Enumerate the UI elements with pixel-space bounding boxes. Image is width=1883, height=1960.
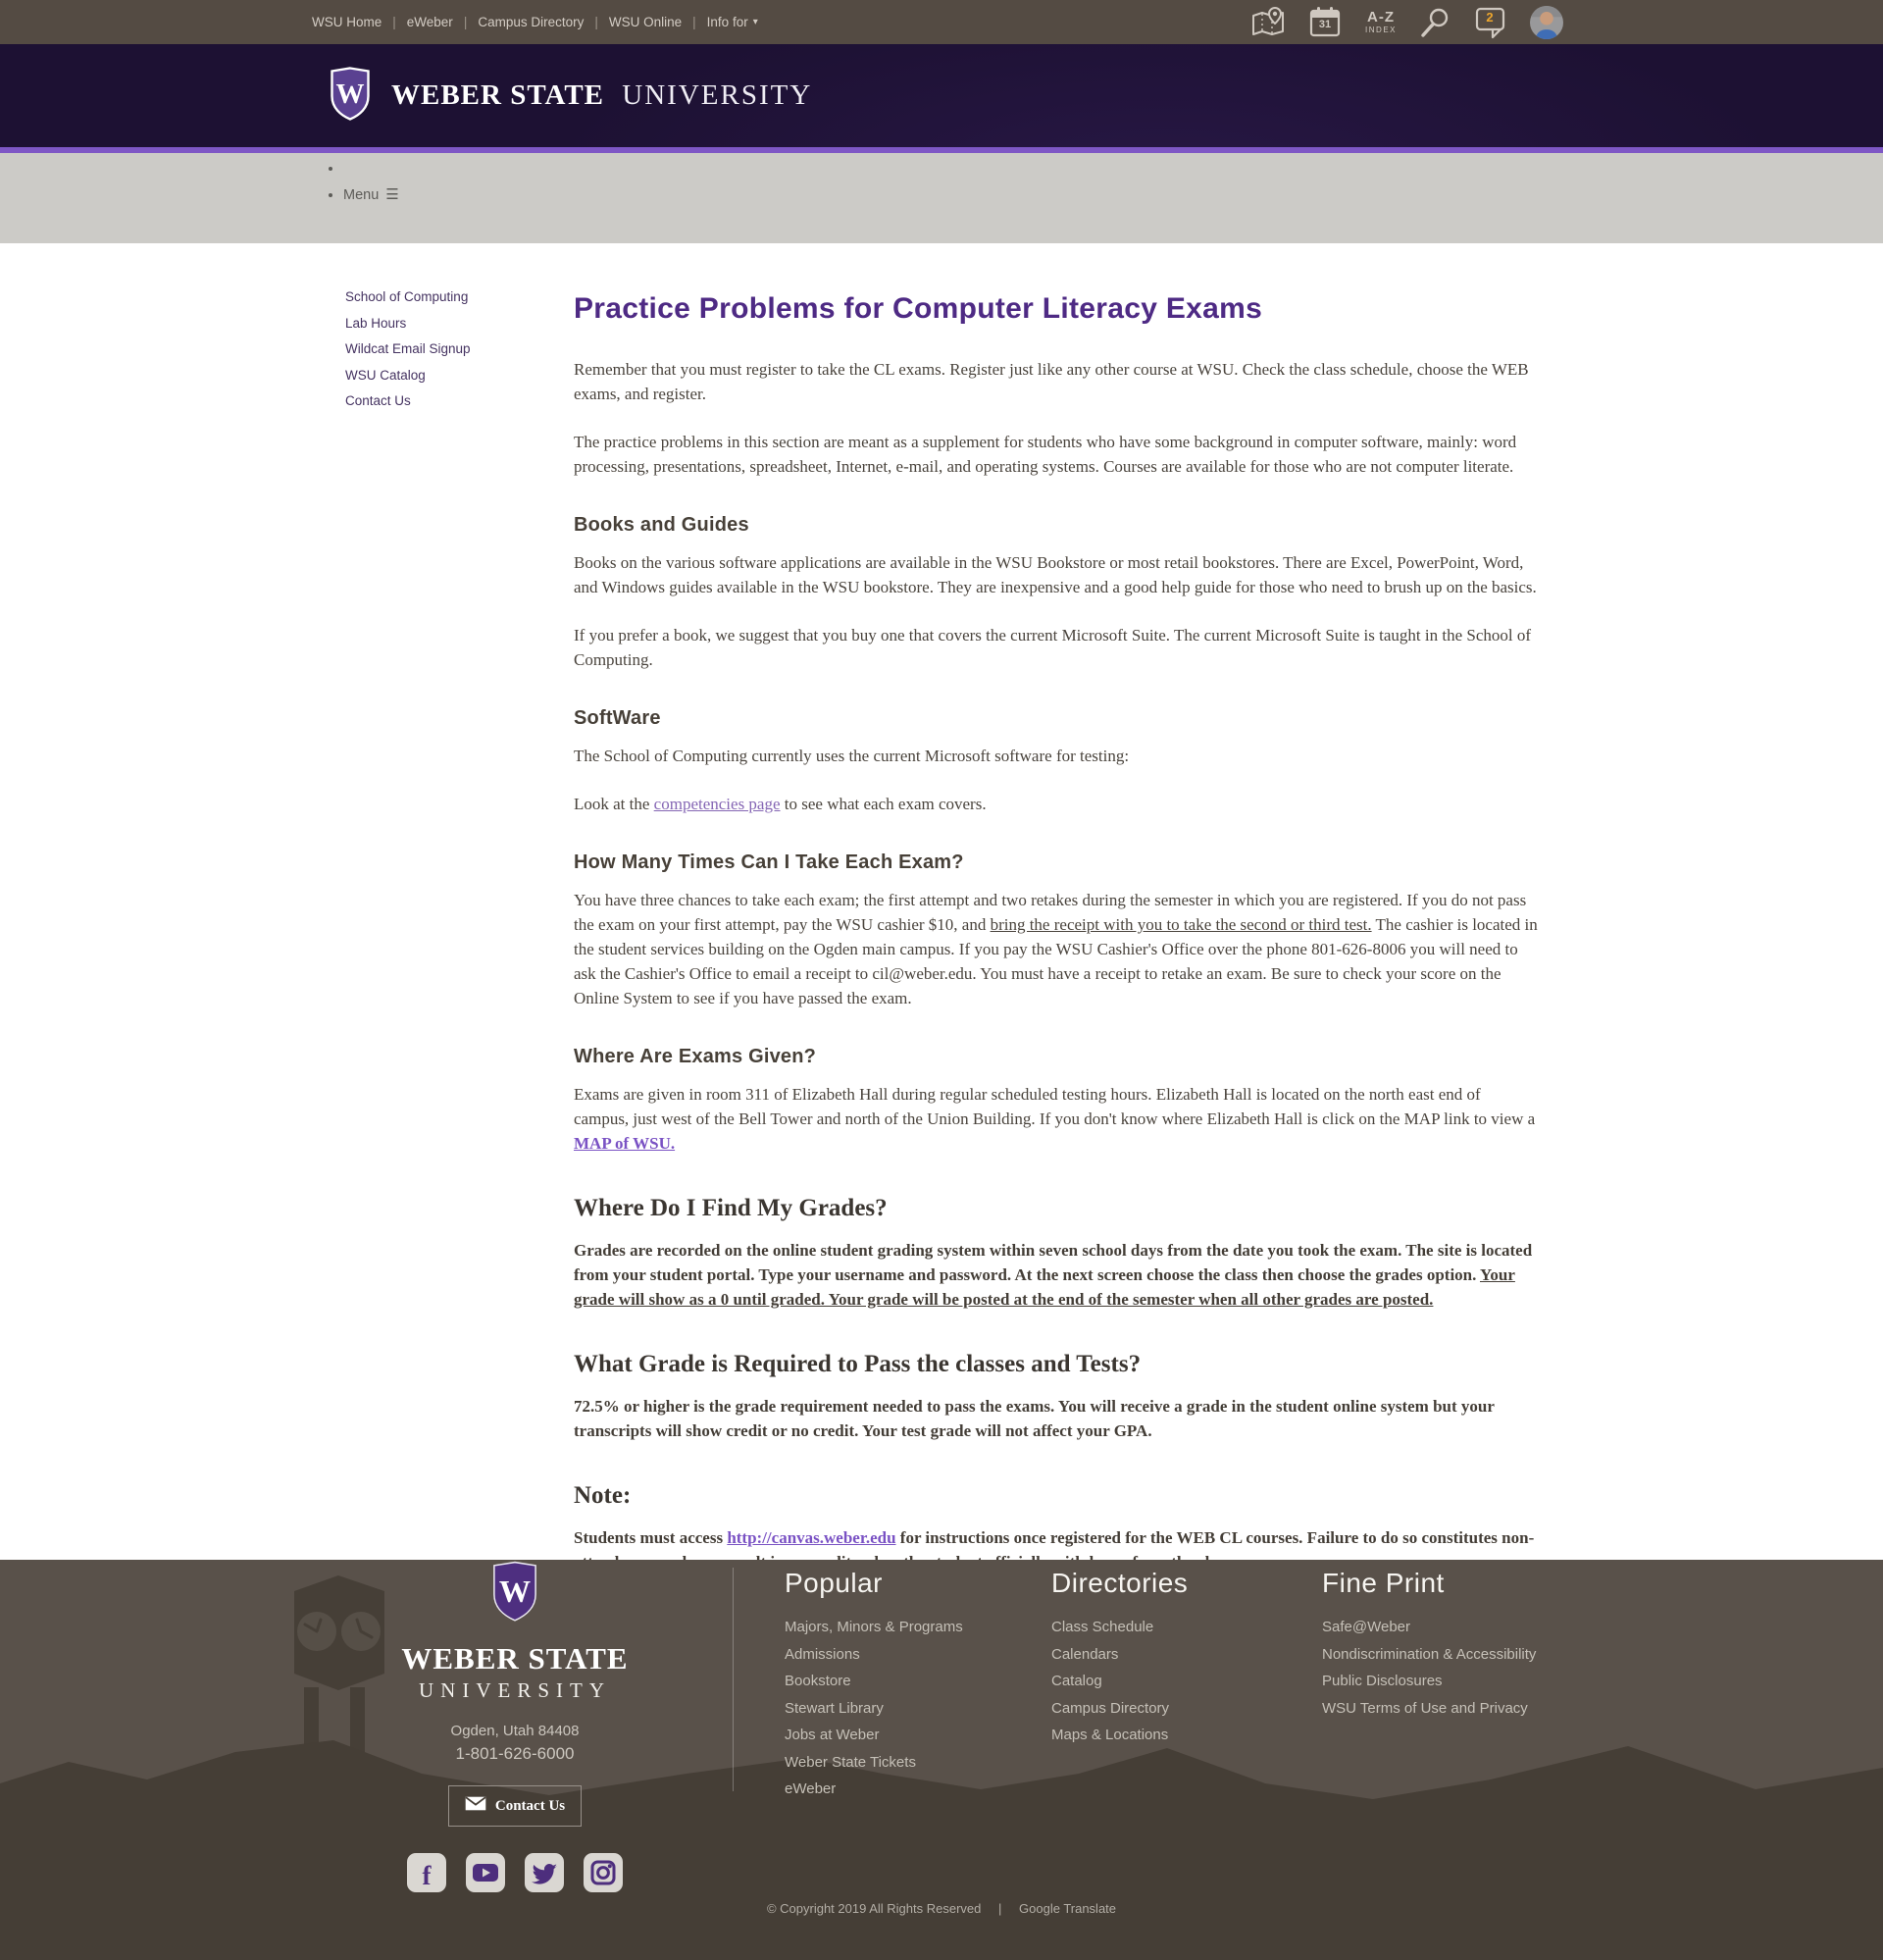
az-index-icon[interactable] [1365, 10, 1397, 34]
footer-link-public-disclosures[interactable]: Public Disclosures [1322, 1673, 1443, 1689]
text-segment: Students must access [574, 1528, 728, 1547]
text-segment: Grades are recorded on the online student grading system within seven school days from the date you took the exam. The site is located from your student portal. Type your username and password. At the next screen choose the class then choose the grades option. [574, 1241, 1533, 1284]
svg-text:W: W [335, 77, 365, 110]
chat-icon[interactable] [1473, 5, 1506, 39]
footer-link-nondiscrimination[interactable]: Nondiscrimination & Accessibility [1322, 1645, 1537, 1663]
map-of-wsu-link[interactable]: MAP of WSU. [574, 1134, 676, 1153]
software-paragraph-1: The School of Computing currently uses the current Microsoft software for testing: [574, 747, 1130, 765]
utility-links [0, 15, 758, 29]
utility-link-campus-directory[interactable]: Campus Directory [478, 15, 585, 29]
where-exams-paragraph [574, 1082, 1538, 1156]
sidebar-item-wildcat-email-signup[interactable]: Wildcat Email Signup [345, 341, 471, 356]
sidebar-nav [345, 243, 574, 1598]
competencies-page-link[interactable]: competencies page [653, 795, 781, 813]
text-segment: to see what each exam covers. [780, 795, 987, 813]
footer-column-title: Fine Print [1322, 1568, 1445, 1598]
university-name[interactable] [391, 79, 812, 112]
footer-column-title: Popular [785, 1568, 884, 1598]
books-paragraph-1: Books on the various software applications are available in the WSU Bookstore or most retail bookstores. There are Excel, PowerPoint, Word, and Windows guides available in the WSU bookstore. They are inexpensive and a good help guide for those who need to brush up on the basics. [574, 553, 1537, 596]
footer-link-stewart-library[interactable]: Stewart Library [785, 1699, 884, 1717]
section-heading-times: How Many Times Can I Take Each Exam? [574, 851, 964, 873]
utility-link-wsu-home[interactable]: WSU Home [312, 15, 382, 29]
separator: | [692, 15, 696, 29]
utility-link-eweber[interactable]: eWeber [406, 15, 453, 29]
software-paragraph-2 [574, 792, 1538, 816]
intro-paragraph-2: The practice problems in this section are meant as a supplement for students who have some background in computer software, mainly: word processing, presentations, spreadsheet, Internet, e-mail, and operating systems. Courses are available for those who are not computer literate. [574, 433, 1517, 476]
article [574, 243, 1538, 1598]
separator: | [463, 15, 468, 29]
page-title: Practice Problems for Computer Literacy Exams [574, 292, 1263, 325]
calendar-icon[interactable] [1308, 6, 1342, 38]
footer-link-campus-directory[interactable]: Campus Directory [1051, 1699, 1170, 1717]
az-index-top: A-Z [1367, 9, 1396, 26]
separator: | [594, 15, 598, 29]
separator: | [998, 1901, 1002, 1916]
footer-university-name-light: UNIVERSITY [419, 1678, 611, 1702]
underlined-segment: Your grade will show as a 0 until graded. Your grade will be posted at the end of the semester when all other grades are posted. [574, 1265, 1515, 1309]
separator: | [392, 15, 396, 29]
footer-link-catalog[interactable]: Catalog [1051, 1673, 1102, 1689]
copyright-text: © Copyright 2019 All Rights Reserved [766, 1901, 982, 1916]
utility-link-wsu-online[interactable]: WSU Online [608, 15, 683, 29]
caret-down-icon: ▾ [752, 17, 758, 27]
menu-strip [0, 153, 1883, 243]
brand-header [0, 44, 1883, 147]
facebook-glyph: f [422, 1860, 432, 1890]
menu-item[interactable] [343, 185, 1883, 205]
text-segment: The cashier is located in the student services building on the Ogden main campus. If you pay the WSU Cashier's Office over the phone 801-626-8006 you will need to ask the Cashier's Office to email a receipt to cil@weber.edu. You must have a receipt to retake an exam. Be sure to check your score on the Online System to see if you have passed the exam. [574, 915, 1538, 1007]
youtube-icon[interactable] [466, 1853, 505, 1892]
search-icon[interactable] [1420, 7, 1450, 38]
calendar-day-label: 31 [1318, 19, 1332, 30]
site-footer [0, 1560, 1883, 1960]
section-heading-books: Books and Guides [574, 514, 749, 536]
facebook-icon[interactable] [407, 1853, 446, 1892]
svg-text:W: W [498, 1573, 532, 1610]
section-heading-note: Note: [574, 1482, 632, 1509]
intro-paragraph-1: Remember that you must register to take the CL exams. Register just like any other course at WSU. Check the class schedule, choose the WEB exams, and register. [574, 360, 1529, 403]
text-segment: You have three chances to take each exam; the first attempt and two retakes during the semester in which you are registered. If you do not pass the exam on your first attempt, pay the WSU cashier $10, and [574, 891, 1527, 934]
utility-icons [1251, 5, 1563, 39]
canvas-link[interactable]: http://canvas.weber.edu [727, 1528, 896, 1547]
underlined-segment: bring the receipt with you to take the second or third test. [990, 915, 1372, 934]
footer-link-eweber[interactable]: eWeber [785, 1780, 837, 1797]
footer-link-safe-weber[interactable]: Safe@Weber [1322, 1619, 1410, 1635]
footer-column-title: Directories [1051, 1568, 1189, 1598]
hamburger-icon: ☰ [385, 186, 399, 203]
contact-us-label: Contact Us [494, 1797, 566, 1814]
footer-divider [733, 1568, 734, 1791]
menu-toggle[interactable]: Menu [343, 187, 380, 203]
footer-address: Ogden, Utah 84408 [450, 1723, 580, 1739]
section-heading-pass-grade: What Grade is Required to Pass the classes and Tests? [574, 1351, 1142, 1377]
footer-column-popular [785, 1568, 963, 1808]
campus-map-icon[interactable] [1251, 7, 1285, 38]
avatar[interactable] [1530, 6, 1563, 39]
section-heading-software: SoftWare [574, 707, 661, 729]
section-heading-where-exams: Where Are Exams Given? [574, 1046, 817, 1067]
twitter-icon[interactable] [525, 1853, 564, 1892]
footer-link-admissions[interactable]: Admissions [785, 1645, 860, 1663]
text-segment: Exams are given in room 311 of Elizabeth Hall during regular scheduled testing hours. Elizabeth Hall is located on the north east end of campus, just west of the Bell Tower and north of the Union Building. If you don't know where Elizabeth Hall is click on the MAP link to view a [574, 1085, 1536, 1128]
utility-bar [0, 0, 1883, 44]
grades-paragraph [574, 1238, 1538, 1312]
google-translate-link[interactable]: Google Translate [1019, 1901, 1117, 1916]
social-links [378, 1853, 652, 1892]
sidebar-item-lab-hours[interactable]: Lab Hours [345, 315, 407, 331]
contact-us-button[interactable] [448, 1785, 582, 1827]
wsu-shield-logo[interactable] [331, 67, 370, 126]
footer-brand [378, 1562, 652, 1892]
footer-phone[interactable]: 1-801-626-6000 [455, 1744, 575, 1763]
footer-university-name-strong: WEBER STATE [401, 1641, 629, 1676]
footer-link-terms[interactable]: WSU Terms of Use and Privacy [1322, 1699, 1528, 1717]
utility-link-info-for[interactable]: Info for [706, 15, 748, 29]
footer-link-class-schedule[interactable]: Class Schedule [1051, 1619, 1154, 1635]
footer-link-maps[interactable]: Maps & Locations [1051, 1727, 1169, 1743]
envelope-icon [465, 1796, 486, 1816]
footer-bottom-bar [0, 1901, 1883, 1916]
footer-column-directories [1051, 1568, 1188, 1754]
university-name-strong: WEBER STATE [391, 79, 605, 111]
wsu-shield-logo-footer [492, 1573, 537, 1625]
footer-link-jobs[interactable]: Jobs at Weber [785, 1727, 880, 1743]
university-name-light: UNIVERSITY [622, 79, 813, 111]
breadcrumb-empty-item [343, 161, 1883, 181]
pass-grade-paragraph: 72.5% or higher is the grade requirement needed to pass the exams. You will receive a grade in the student online system but your transcripts will show credit or no credit. Your test grade will not affect your GPA. [574, 1397, 1495, 1440]
footer-link-majors[interactable]: Majors, Minors & Programs [785, 1619, 963, 1635]
footer-link-bookstore[interactable]: Bookstore [785, 1673, 851, 1689]
main-content-area [0, 243, 1883, 1560]
text-segment: Look at the [574, 795, 654, 813]
footer-link-calendars[interactable]: Calendars [1051, 1645, 1119, 1663]
text-segment: for instructions once registered for the WEB CL courses. Failure to do so constitutes non- [899, 1528, 1535, 1547]
footer-column-fine-print [1322, 1568, 1536, 1727]
sidebar-item-wsu-catalog[interactable]: WSU Catalog [345, 367, 426, 383]
books-paragraph-2: If you prefer a book, we suggest that you buy one that covers the current Microsoft Suite. The current Microsoft Suite is taught in the School of Computing. [574, 626, 1532, 669]
footer-link-tickets[interactable]: Weber State Tickets [785, 1753, 916, 1771]
chat-badge: 2 [1486, 10, 1494, 25]
az-index-bottom: INDEX [1365, 26, 1397, 34]
section-heading-grades: Where Do I Find My Grades? [574, 1195, 888, 1221]
instagram-icon[interactable] [584, 1853, 623, 1892]
times-paragraph [574, 888, 1538, 1010]
sidebar-item-contact-us[interactable]: Contact Us [345, 393, 411, 408]
sidebar-item-school-of-computing[interactable]: School of Computing [345, 289, 469, 304]
